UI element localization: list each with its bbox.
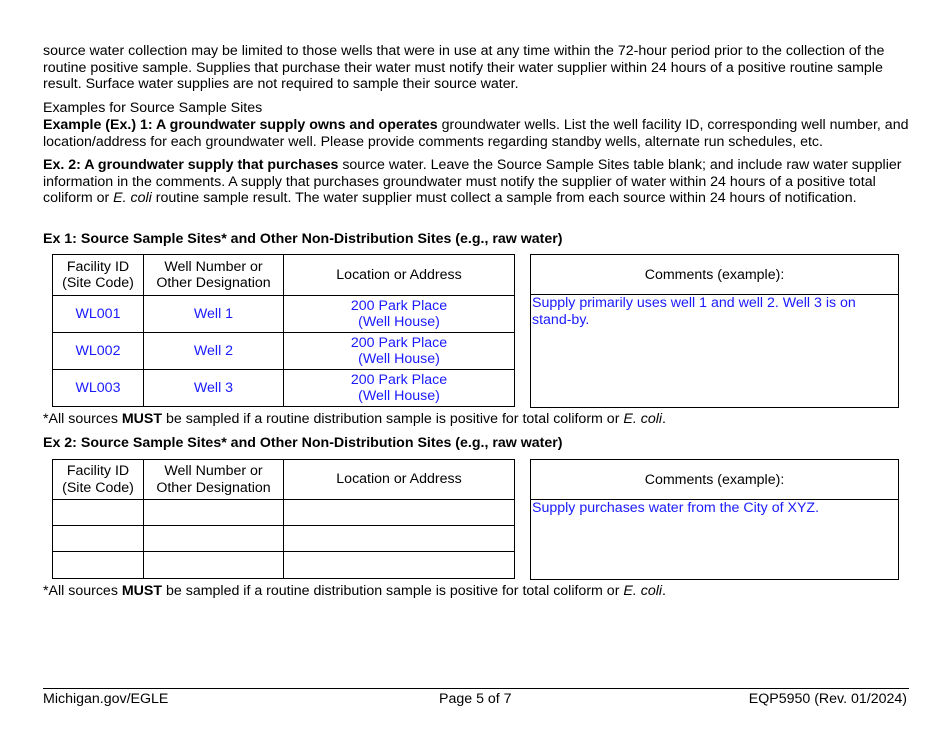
comments-box-1 <box>530 254 899 408</box>
footer-website: Michigan.gov/EGLE <box>43 691 169 707</box>
location-line: 200 Park Place <box>350 334 448 351</box>
footnote-must: MUST <box>121 411 163 427</box>
table-row <box>53 552 515 579</box>
example-2-text-1: source water. Leave the Source Sample Sites table blank; and include raw water supplier information in the comments. A supply that purchases groundwater must notify the supplier of water within 24 hours of a positive total coliform or <box>43 157 902 206</box>
footnote-prefix: *All sources <box>43 583 122 599</box>
table-2-footnote <box>43 583 666 600</box>
location-cell <box>284 296 515 333</box>
table-header-row <box>53 460 515 500</box>
location-line: (Well House) <box>358 388 440 404</box>
header-facility-id <box>53 460 144 500</box>
footnote-prefix: *All sources <box>43 411 122 427</box>
well-number-cell: Well 2 <box>144 333 284 370</box>
location-cell <box>284 526 515 552</box>
facility-id-cell <box>53 526 144 552</box>
location-line: 200 Park Place <box>350 371 448 388</box>
facility-id-cell: WL003 <box>53 370 144 407</box>
footnote-period: . <box>662 583 666 599</box>
example-2-ecoli: E. coli <box>113 190 152 206</box>
table-row <box>53 500 515 526</box>
well-number-cell <box>144 526 284 552</box>
footnote-period: . <box>662 411 666 427</box>
example-2-paragraph <box>43 157 909 207</box>
table-row <box>53 370 515 407</box>
header-text: (Site Code) <box>62 479 134 496</box>
example-1-lead: Example (Ex.) 1: A groundwater supply owns and operates <box>43 117 438 133</box>
table-1-title: Ex 1: Source Sample Sites* and Other Non-Distribution Sites (e.g., raw water) <box>43 231 563 247</box>
facility-id-cell: WL001 <box>53 296 144 333</box>
comments-box-2 <box>530 459 899 580</box>
page-footer <box>43 688 909 710</box>
location-line: (Well House) <box>358 351 440 367</box>
table-2-title: Ex 2: Source Sample Sites* and Other Non-Distribution Sites (e.g., raw water) <box>43 435 563 451</box>
location-cell <box>284 552 515 579</box>
header-location: Location or Address <box>284 255 515 296</box>
comments-text: Supply primarily uses well 1 and well 2. Well 3 is on stand-by. <box>532 295 856 328</box>
header-text: Other Designation <box>156 275 271 291</box>
location-cell <box>284 370 515 407</box>
header-well-number <box>144 255 284 296</box>
well-number-cell <box>144 500 284 526</box>
well-number-cell <box>144 552 284 579</box>
comments-header: Comments (example): <box>531 255 898 295</box>
table-1-footnote <box>43 411 666 428</box>
header-text: Well Number or <box>164 463 263 479</box>
intro-paragraph: source water collection may be limited to those wells that were in use at any time within the 72-hour period prior to the collection of the routine positive sample. Supplies that purchase their water must notify their water supplier within 24 hours of a positive routine sample result. Surface water supplies are not required to sample their source water. <box>43 43 885 92</box>
footer-page-number: Page 5 of 7 <box>439 691 512 707</box>
example-1-paragraph <box>43 117 909 150</box>
source-sites-table-2 <box>52 459 515 579</box>
header-text: Facility ID <box>66 258 130 275</box>
header-location: Location or Address <box>284 460 515 500</box>
source-sites-table-1 <box>52 254 515 407</box>
footnote-must: MUST <box>121 583 163 599</box>
examples-heading: Examples for Source Sample Sites <box>43 100 263 116</box>
footnote-ecoli: E. coli <box>623 583 663 599</box>
footnote-ecoli: E. coli <box>623 411 663 427</box>
table-row <box>53 296 515 333</box>
header-facility-id <box>53 255 144 296</box>
footnote-text: be sampled if a routine distribution sample is positive for total coliform or <box>162 583 624 599</box>
header-text: Other Designation <box>156 479 271 496</box>
comments-text: Supply purchases water from the City of XYZ. <box>532 500 820 516</box>
table-header-row <box>53 255 515 296</box>
location-line: (Well House) <box>358 314 440 330</box>
header-text: (Site Code) <box>62 275 134 291</box>
example-2-text-2: routine sample result. The water supplier must collect a sample from each source within 24 hours of notification. <box>151 190 857 206</box>
comments-header: Comments (example): <box>531 460 898 500</box>
header-well-number <box>144 460 284 500</box>
header-text: Well Number or <box>164 258 263 275</box>
table-row <box>53 526 515 552</box>
location-cell <box>284 333 515 370</box>
facility-id-cell <box>53 500 144 526</box>
header-text: Facility ID <box>66 463 130 479</box>
well-number-cell: Well 1 <box>144 296 284 333</box>
well-number-cell: Well 3 <box>144 370 284 407</box>
location-cell <box>284 500 515 526</box>
example-2-lead: Ex. 2: A groundwater supply that purchases <box>43 157 339 173</box>
footer-form-id: EQP5950 (Rev. 01/2024) <box>748 691 907 707</box>
example-1-text: groundwater wells. List the well facility ID, corresponding well number, and location/address for each groundwater well. Please provide comments regarding standby wells, alternate run schedules, etc. <box>43 117 909 150</box>
facility-id-cell: WL002 <box>53 333 144 370</box>
facility-id-cell <box>53 552 144 579</box>
table-row <box>53 333 515 370</box>
footnote-text: be sampled if a routine distribution sample is positive for total coliform or <box>162 411 624 427</box>
location-line: 200 Park Place <box>350 297 448 314</box>
